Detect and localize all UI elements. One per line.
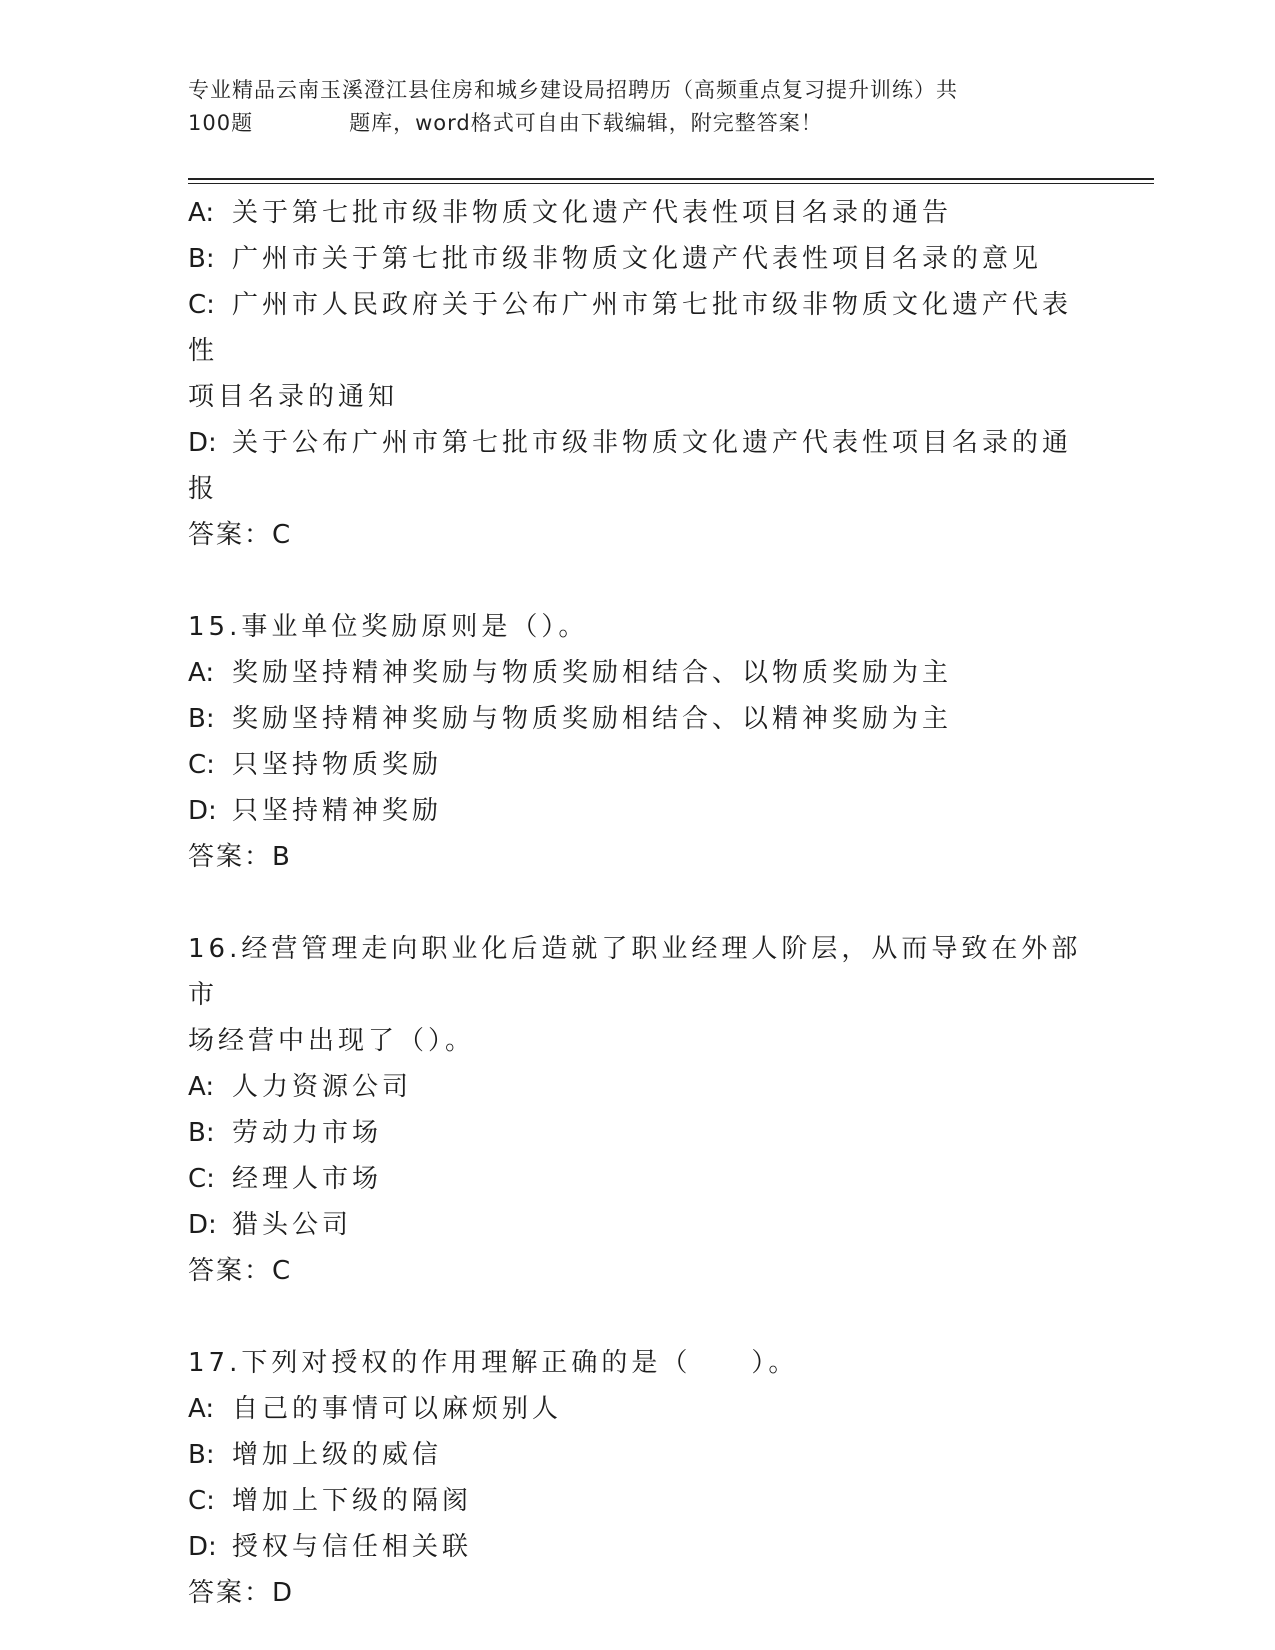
question-stem: 15.事业单位奖励原则是（）。 [188, 612, 589, 642]
option-c: C: 广州市人民政府关于公布广州市第七批市级非物质文化遗产代表性 [188, 290, 1073, 366]
question-block-17 [188, 1340, 1088, 1616]
question-block-prev [188, 190, 1088, 558]
option-b: B: 劳动力市场 [188, 1118, 383, 1148]
answer: 答案：C [188, 1256, 293, 1286]
header-line-1: 专业精品云南玉溪澄江县住房和城乡建设局招聘历（高频重点复习提升训练）共 [188, 78, 958, 102]
document-header [188, 74, 1088, 140]
option-c-continued: 项目名录的通知 [188, 382, 399, 412]
question-stem: 16.经营管理走向职业化后造就了职业经理人阶层，从而导致在外部市 [188, 934, 1082, 1010]
option-c: C: 只坚持物质奖励 [188, 750, 443, 780]
question-list [188, 190, 1088, 1616]
option-a: A: 关于第七批市级非物质文化遗产代表性项目名录的通告 [188, 198, 953, 228]
option-b: B: 广州市关于第七批市级非物质文化遗产代表性项目名录的意见 [188, 244, 1043, 274]
answer: 答案：C [188, 520, 293, 550]
option-c: C: 增加上下级的隔阂 [188, 1486, 473, 1516]
header-line-2 [188, 107, 1088, 140]
question-block-16 [188, 926, 1088, 1294]
question-stem: 17.下列对授权的作用理解正确的是（ ）。 [188, 1348, 799, 1378]
answer: 答案：D [188, 1578, 295, 1608]
header-rule-thick [188, 178, 1154, 180]
option-b: B: 增加上级的威信 [188, 1440, 443, 1470]
option-a: A: 奖励坚持精神奖励与物质奖励相结合、以物质奖励为主 [188, 658, 953, 688]
option-d: D: 只坚持精神奖励 [188, 796, 443, 826]
header-description: 题库，word格式可自由下载编辑，附完整答案！ [349, 111, 823, 135]
question-block-15 [188, 604, 1088, 880]
question-stem-continued: 场经营中出现了（）。 [188, 1026, 476, 1056]
option-a: A: 自己的事情可以麻烦别人 [188, 1394, 563, 1424]
option-c: C: 经理人市场 [188, 1164, 383, 1194]
header-count: 100题 [188, 111, 254, 135]
option-b: B: 奖励坚持精神奖励与物质奖励相结合、以精神奖励为主 [188, 704, 953, 734]
option-a: A: 人力资源公司 [188, 1072, 413, 1102]
option-d: D: 关于公布广州市第七批市级非物质文化遗产代表性项目名录的通报 [188, 428, 1073, 504]
header-rule-thin [188, 183, 1154, 184]
option-d: D: 猎头公司 [188, 1210, 353, 1240]
option-d: D: 授权与信任相关联 [188, 1532, 473, 1562]
answer: 答案：B [188, 842, 292, 872]
